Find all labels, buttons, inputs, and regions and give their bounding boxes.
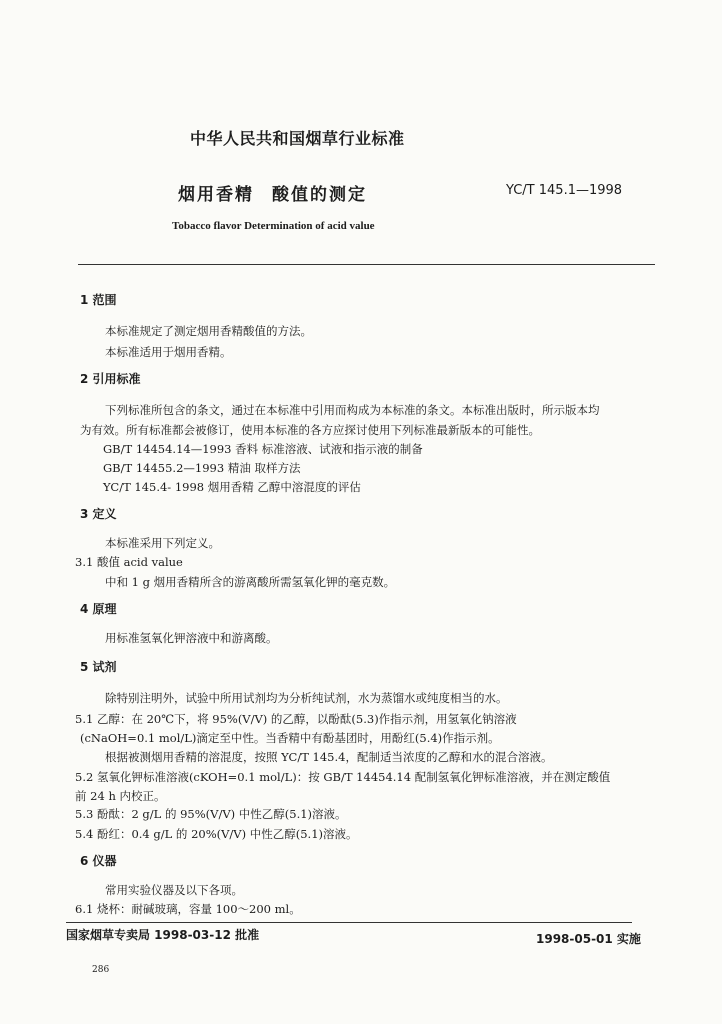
paragraph-line: 本标准采用下列定义。: [105, 536, 220, 550]
section-heading: 3 定义: [80, 507, 117, 521]
paragraph-line: 5.3 酚酞：2 g/L 的 95%(V/V) 中性乙醇(5.1)溶液。: [75, 807, 347, 821]
document-title: [178, 180, 367, 205]
section-heading: 2 引用标准: [80, 372, 141, 386]
paragraph-line: 常用实验仪器及以下各项。: [105, 883, 243, 897]
paragraph-line: 本标准规定了测定烟用香精酸值的方法。: [105, 324, 312, 338]
footer-divider: [66, 922, 632, 923]
effective-date: 1998-05-01 实施: [536, 932, 641, 946]
issuing-organization: 中华人民共和国烟草行业标准: [190, 129, 405, 148]
paragraph-line: 6.1 烧杯：耐碱玻璃，容量 100～200 ml。: [75, 902, 301, 916]
paragraph-line: 中和 1 g 烟用香精所含的游离酸所需氢氧化钾的毫克数。: [105, 575, 396, 589]
paragraph-line: GB/T 14454.14—1993 香料 标准溶液、试液和指示液的制备: [103, 442, 423, 456]
english-title: Tobacco flavor Determination of acid value: [172, 220, 375, 232]
section-heading: 4 原理: [80, 602, 117, 616]
section-heading: 5 试剂: [80, 660, 117, 674]
paragraph-line: 5.1 乙醇：在 20℃下，将 95%(V/V) 的乙醇，以酚酞(5.3)作指示剂，用氢氧化钠溶液: [75, 712, 517, 726]
section-heading: 6 仪器: [80, 854, 117, 868]
approval-date: 国家烟草专卖局 1998-03-12 批准: [66, 928, 260, 942]
section-heading: 1 范围: [80, 293, 117, 307]
paragraph-line: GB/T 14455.2—1993 精油 取样方法: [103, 461, 301, 475]
paragraph-line: 用标准氢氧化钾溶液中和游离酸。: [105, 631, 278, 645]
paragraph-line: 为有效。所有标准都会被修订，使用本标准的各方应探讨使用下列标准最新版本的可能性。: [80, 423, 540, 437]
paragraph-line: 下列标准所包含的条文，通过在本标准中引用而构成为本标准的条文。本标准出版时，所示版本均: [105, 403, 600, 417]
title-part-2: 酸值的测定: [272, 185, 367, 205]
standard-number: YC/T 145.1—1998: [506, 183, 623, 198]
paragraph-line: 3.1 酸值 acid value: [75, 555, 183, 569]
paragraph-line: (cNaOH=0.1 mol/L)滴定至中性。当香精中有酚基团时，用酚红(5.4)作指示剂。: [80, 731, 500, 745]
paragraph-line: 5.2 氢氧化钾标准溶液(cKOH=0.1 mol/L)：按 GB/T 14454.14 配制氢氧化钾标准溶液，并在测定酸值: [75, 770, 611, 784]
header-divider: [78, 264, 655, 265]
paragraph-line: YC/T 145.4- 1998 烟用香精 乙醇中溶混度的评估: [103, 480, 361, 494]
paragraph-line: 根据被测烟用香精的溶混度，按照 YC/T 145.4，配制适当浓度的乙醇和水的混合溶液。: [105, 750, 553, 764]
paragraph-line: 5.4 酚红：0.4 g/L 的 20%(V/V) 中性乙醇(5.1)溶液。: [75, 827, 358, 841]
title-part-1: 烟用香精: [178, 185, 254, 205]
paragraph-line: 前 24 h 内校正。: [75, 789, 166, 803]
paragraph-line: 本标准适用于烟用香精。: [105, 345, 232, 359]
page-number: 286: [92, 965, 110, 975]
paragraph-line: 除特别注明外，试验中所用试剂均为分析纯试剂，水为蒸馏水或纯度相当的水。: [105, 691, 508, 705]
